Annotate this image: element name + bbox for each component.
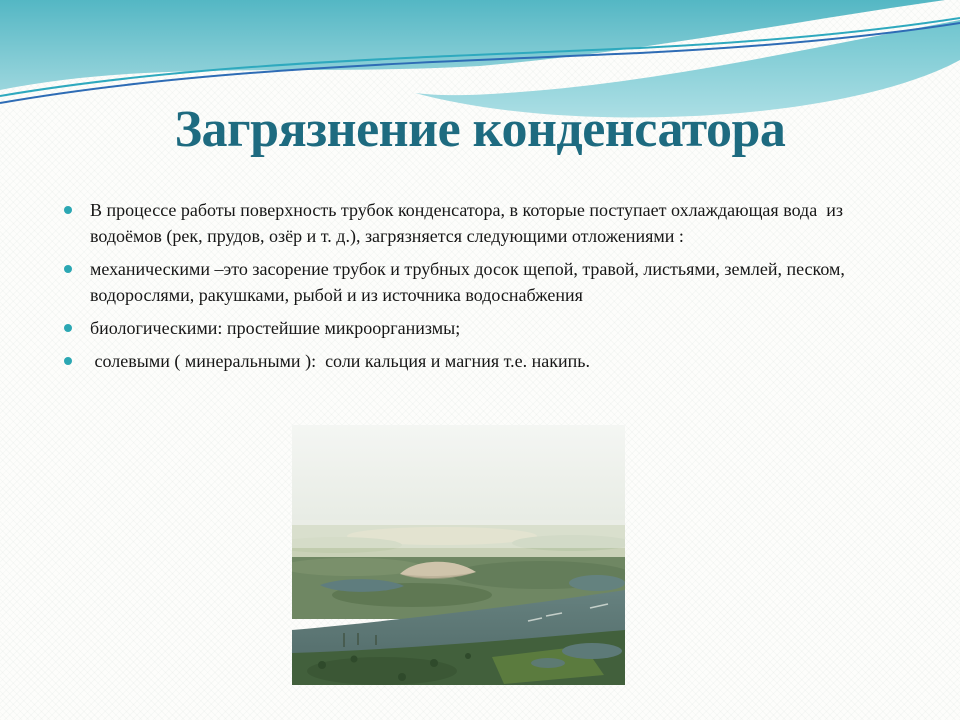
bullet-text: В процессе работы поверхность трубок конденсатора, в которые поступает охлаждающая вода из водоёмов (рек, прудов, озёр и т. д.), загрязняется следующими отложениями : [90,200,848,246]
bullet-dot-icon [64,324,72,332]
bullet-text: механическими –это засорение трубок и трубных досок щепой, травой, листьями, землей, песком, водорослями, ракушками, рыбой и из источника водоснабжения [90,259,850,305]
bullet-dot-icon [64,265,72,273]
bullet-dot-icon [64,357,72,365]
bullet-dot-icon [64,206,72,214]
aerial-landscape-river-photo [292,425,625,685]
bullet-item [62,197,874,249]
bullet-item [62,256,874,308]
aerial-photo-graphic [292,425,625,685]
bullet-text: солевыми ( минеральными ): соли кальция и магния т.е. накипь. [90,351,590,371]
bullet-item [62,315,874,341]
slide-title: Загрязнение конденсатора [174,101,786,158]
bullet-list [62,197,874,381]
bullet-item [62,348,874,374]
bullet-text: биологическими: простейшие микроорганизмы; [90,318,461,338]
